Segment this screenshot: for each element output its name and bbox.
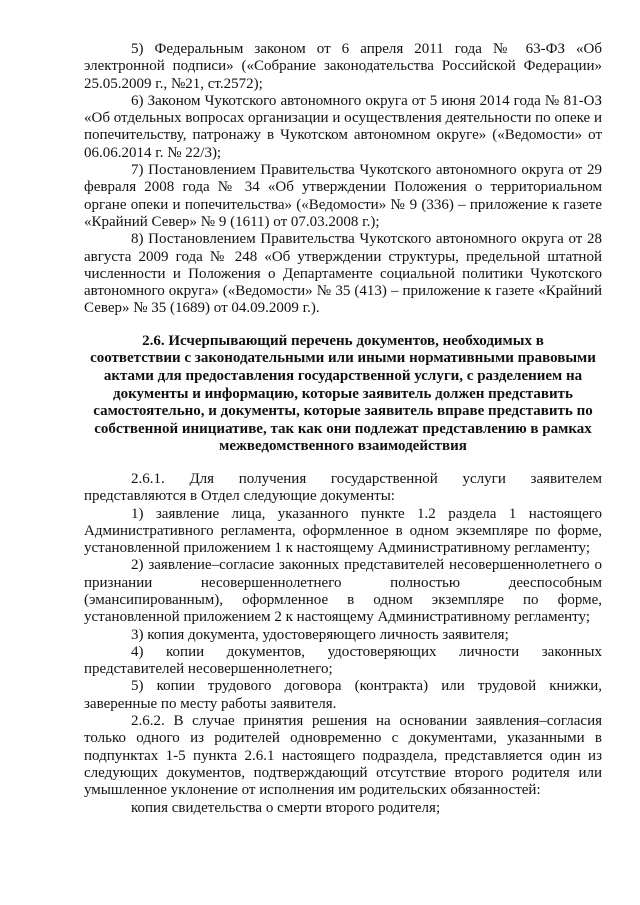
document-item-1: 1) заявление лица, указанного пункте 1.2 раздела 1 настоящего Административного регламента, оформленное в одном экземпляре по форме, установленной приложением 1 к настоящему Административному регламенту; (84, 505, 602, 557)
clause-2-6-1: 2.6.1. Для получения государственной услуги заявителем представляются в Отдел следующие документы: (84, 470, 602, 505)
law-item-5: 5) Федеральным законом от 6 апреля 2011 года № 63-ФЗ «Об электронной подписи» («Собрание законодательства Российской Федерации» 25.05.2009 г., №21, ст.2572); (84, 41, 602, 92)
heading-line: собственной инициативе, так как они подлежат представлению в рамках (94, 420, 592, 437)
document-item-4: 4) копии документов, удостоверяющих личности законных представителей несовершеннолетнего; (84, 643, 602, 678)
document-item-3: 3) копия документа, удостоверяющего личность заявителя; (131, 626, 509, 643)
heading-line: актами для предоставления государственной услуги, с разделением на (103, 367, 583, 384)
death-certificate-item: копия свидетельства о смерти второго родителя; (131, 799, 441, 816)
section-heading-2-6 (84, 333, 602, 456)
document-item-2: 2) заявление–согласие законных представителей несовершеннолетнего о признании несовершеннолетнего полностью дееспособным (эмансипированным), оформленное в одном экземпляре по форме, установленной приложением 2 к настоящему Административному регламенту; (84, 557, 602, 626)
law-item-6: 6) Законом Чукотского автономного округа от 5 июня 2014 года № 81-ОЗ «Об отдельных вопросах организации и осуществления деятельности по опеке и попечительству, патронажу в Чукотском автономном округе» («Ведомости» от 06.06.2014 г. № 22/3); (84, 92, 602, 161)
clause-2-6-2: 2.6.2. В случае принятия решения на основании заявления–согласия только одного из родителей одновременно с документами, указанными в подпунктах 1-5 пункта 2.6.1 настоящего подраздела, представляется один из следующих документов, подтверждающий отсутствие второго родителя или умышленное уклонение от исполнения им родительских обязанностей: (84, 713, 602, 799)
heading-line: самостоятельно, и документы, которые заявитель вправе представить по (93, 403, 593, 420)
heading-line: межведомственного взаимодействия (219, 438, 467, 455)
heading-line: 2.6. Исчерпывающий перечень документов, необходимых в (142, 332, 544, 349)
law-item-7: 7) Постановлением Правительства Чукотского автономного округа от 29 февраля 2008 года № 34 «Об утверждении Положения о территориальном органе опеки и попечительства» («Ведомости» № 9 (336) – приложение к газете «Крайний Север» № 9 (1611) от 07.03.2008 г.); (84, 162, 602, 230)
document-item-5: 5) копии трудового договора (контракта) или трудовой книжки, заверенные по месту работы заявителя. (84, 678, 602, 712)
law-item-8: 8) Постановлением Правительства Чукотского автономного округа от 28 августа 2009 года № 248 «Об утверждении структуры, предельной штатной численности и Положения о Департаменте социальной политики Чукотского автономного округа» («Ведомости» № 35 (413) – приложение к газете «Крайний Север» № 35 (1689) от 04.09.2009 г.). (84, 231, 602, 317)
heading-line: соответствии с законодательными или иными нормативными правовыми (90, 350, 596, 367)
heading-line: документы и информацию, которые заявитель должен представить (113, 385, 573, 402)
document-body (84, 41, 602, 817)
